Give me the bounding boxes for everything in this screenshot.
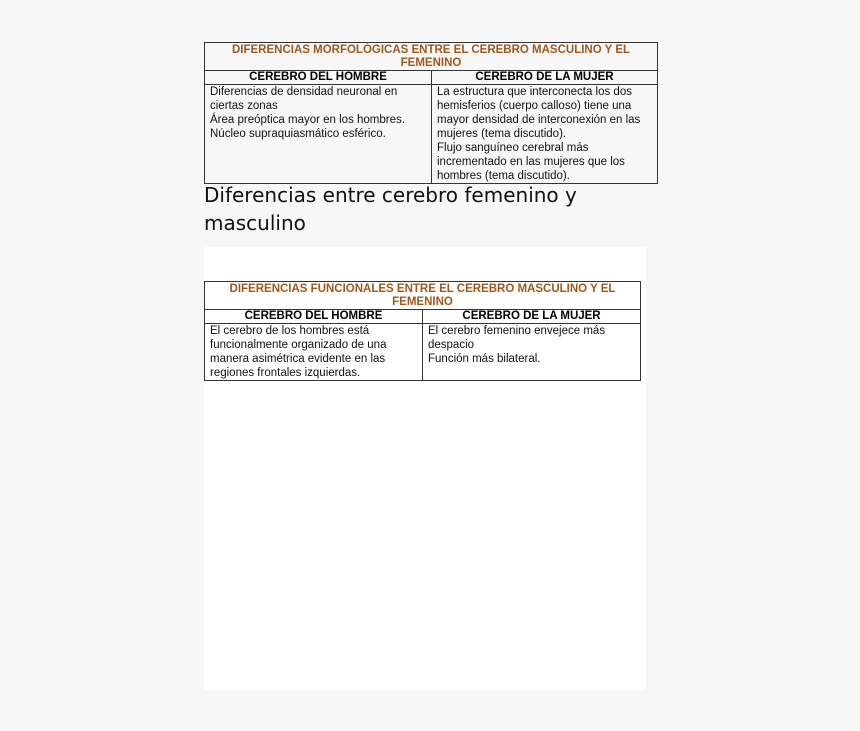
- functional-differences-table: [204, 281, 641, 381]
- men-cell: [205, 85, 432, 184]
- morphological-differences-table: [204, 42, 658, 184]
- table-title: DIFERENCIAS MORFOLÓGICAS ENTRE EL CEREBRO MASCULINO Y EL FEMENINO: [205, 43, 658, 71]
- list-item: El cerebro de los hombres está funcionalmente organizado de una manera asimétrica evidente en las regiones frontales izquierdas.: [210, 325, 387, 379]
- table-title: DIFERENCIAS FUNCIONALES ENTRE EL CEREBRO MASCULINO Y EL FEMENINO: [205, 282, 641, 310]
- men-cell: [205, 324, 423, 381]
- list-item: Diferencias de densidad neuronal en ciertas zonas: [210, 86, 398, 112]
- list-item: Flujo sanguíneo cerebral más incrementado en las mujeres que los hombres (tema discutido).: [437, 142, 625, 182]
- column-header-men: CEREBRO DEL HOMBRE: [205, 71, 432, 85]
- list-item: Núcleo supraquiasmático esférico.: [210, 128, 386, 140]
- list-item: La estructura que interconecta los dos hemisferios (cuerpo calloso) tiene una mayor densidad de interconexión en las mujeres (tema discutido).: [437, 86, 641, 140]
- column-header-women: CEREBRO DE LA MUJER: [432, 71, 658, 85]
- women-cell: [423, 324, 641, 381]
- column-header-women: CEREBRO DE LA MUJER: [423, 310, 641, 324]
- women-cell: [432, 85, 658, 184]
- list-item: El cerebro femenino envejece más despacio: [428, 325, 606, 351]
- page-heading: Diferencias entre cerebro femenino y masculino: [204, 183, 577, 235]
- column-header-men: CEREBRO DEL HOMBRE: [205, 310, 423, 324]
- list-item: Función más bilateral.: [428, 353, 541, 365]
- list-item: Área preóptica mayor en los hombres.: [210, 114, 405, 126]
